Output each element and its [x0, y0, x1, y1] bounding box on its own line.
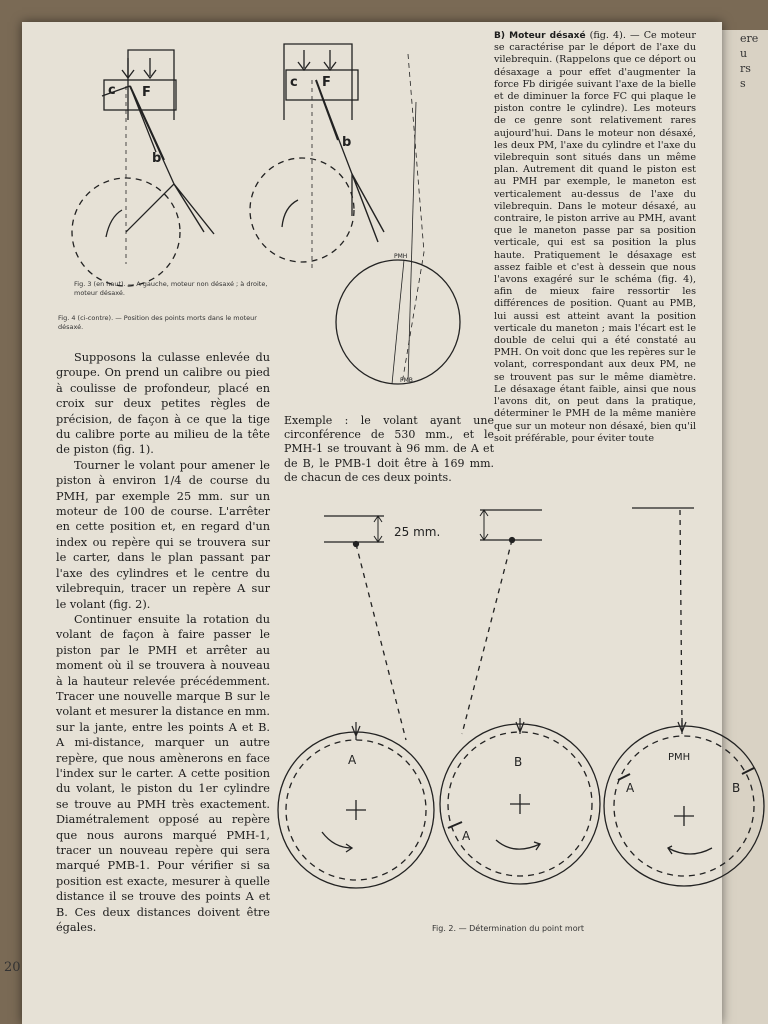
example-paragraph: Exemple : le volant ayant une circonférence de 530 mm., et le PMH-1 se trouvant à 96 mm. de A et de B, le PMB-1 doit être à 169 mm. de chacun de ces deux points. [284, 414, 494, 484]
facing-page-edge [722, 30, 768, 1024]
fig3r-label-c: c [290, 75, 298, 90]
fig3-label-F: F [142, 85, 151, 100]
fig2-circle-2 [440, 510, 600, 884]
paragraph: Tourner le volant pour amener le piston à environ 1/4 de course du PMH, par exemple 25 mm. sur un moteur de 100 de course. L'arrêter en cette position et, en regard d'un index ou repère qui se trouvera sur le carter, dans le plan passant par l'axe des cylindres et le centre du vilebrequin, tracer un repère A sur le volant (fig. 2). [56, 458, 270, 611]
left-column-text [56, 350, 270, 935]
fig3-right-engine [250, 44, 384, 272]
paragraph: Continuer ensuite la rotation du volant de façon à faire passer le piston par le PMH et arrêter au moment où il se trouvera à nouveau à la hauteur relevée précédemment. Tracer une nouvelle marque B sur le volant et mesurer la distance en mm. sur la jante, entre les points A et B. A mi-distance, marquer un autre repère, que nous amènerons en face l'index sur le carter. A cette position du volant, le piston du 1er cylindre se trouve au PMH très exactement. Diamétralement opposé au repère que nous aurons marqué PMH-1, tracer un nouveau repère qui sera marqué PMB-1. Pour vérifier si sa position est exacte, mesurer à quelle distance il se trouve des points A et B. Ces deux distances doivent être égales. [56, 612, 270, 935]
page-number: 20 [4, 960, 21, 975]
fig3-label-c: c [108, 83, 116, 98]
fig2-label-A: A [348, 753, 357, 767]
fig2-measure-label: 25 mm. [394, 525, 441, 539]
fig2-label-B3: B [732, 781, 741, 795]
fig4-label-pmh: PMH [394, 253, 408, 260]
section-title: B) Moteur désaxé [494, 31, 586, 41]
edge-text: u [740, 47, 748, 60]
fig4-label-pmb: PMB [400, 377, 413, 384]
section-title-ref: (fig. 4). — [589, 30, 640, 41]
fig3-label-b: b [152, 151, 162, 166]
edge-text: s [740, 77, 746, 90]
edge-text: rs [740, 62, 751, 75]
paragraph: Supposons la culasse enlevée du groupe. On prend un calibre ou pied à coulisse de profondeur, placé en croix sur deux petites règles de précision, de façon à ce que la tige du calibre porte au milieu de la tête de piston (fig. 1). [56, 351, 270, 457]
fig3-caption: Fig. 3 (en haut). — A gauche, moteur non désaxé ; à droite, moteur désaxé. [74, 280, 268, 297]
section-body: Ce moteur se caractérise par le déport de l'axe du vilebrequin. (Rappelons que ce déport ou désaxage a pour effet d'augmenter la force Fb dirigée suivant l'axe de la bielle et de diminuer la force FC qui plaque le piston contre le cylindre). Les moteurs de ce genre sont relativement rares aujourd'hui. Dans le moteur non désaxé, les deux PM, l'axe du cylindre et l'axe du vilebrequin sont situés dans un même plan. Autrement dit quand le piston est au PMH par exemple, le maneton est verticalement au-dessus de l'axe du vilebrequin. Dans le moteur désaxé, au contraire, le piston arrive au PMH, avant que le maneton passe par sa position verticale, qui est sa position la plus haute. Pratiquement le désaxage est assez faible et c'est à dessein que nous l'avons exagéré sur le schéma (fig. 4), afin de mieux faire ressortir les différences de position. Quant au PMB, lui aussi est atteint avant la position verticale du maneton ; mais l'écart est le double de celui qui a été constaté au PMH. On voit donc que les repères sur le volant, correspondant aux deux PM, ne se trouvent pas sur le même diamètre. Le désaxage étant faible, ainsi que nous l'avons dit, on peut dans la pratique, déterminer le PMH de la même manière que sur un moteur non désaxé, bien qu'il soit préférable, pour éviter toute [494, 30, 696, 444]
fig2-label-B: B [514, 755, 523, 769]
book-page [4, 22, 741, 1024]
fig2-label-A3: A [626, 781, 635, 795]
right-column-text [494, 30, 696, 445]
fig2-label-PMH: PMH [668, 752, 691, 763]
fig4-caption: Fig. 4 (ci-contre). — Position des points morts dans le moteur désaxé. [58, 314, 257, 331]
fig2-caption: Fig. 2. — Détermination du point mort [432, 924, 585, 933]
edge-text: ere [740, 32, 759, 45]
fig2-label-A2: A [462, 829, 471, 843]
fig2-circle-1 [278, 516, 434, 888]
fig3r-label-F: F [322, 75, 331, 90]
fig4-offset-diagram [336, 54, 460, 384]
fig3r-label-b: b [342, 135, 352, 150]
